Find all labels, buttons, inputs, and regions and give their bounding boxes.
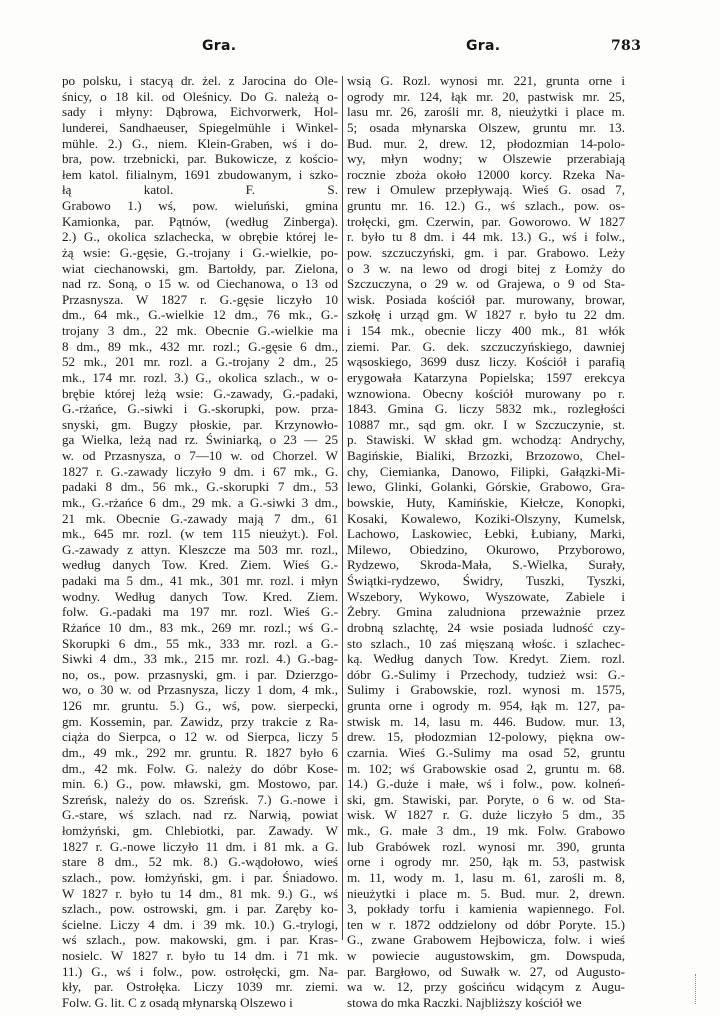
- text-line: G.-stare, wś szlach. nad rz. Narwią, powiat: [62, 807, 338, 823]
- text-line: G.-rżańce, G.-siwki i G.-skorupki, pow. prza-: [62, 401, 338, 417]
- page-number: 783: [611, 38, 642, 54]
- text-line: szlach., pow. łomżyński, gm. i par. Śniadowo.: [62, 869, 338, 885]
- text-line: G., zwane Grabowem Hejbowicza, folw. i wieś: [347, 932, 625, 948]
- text-line: grunta orne i ogrody m. 954, łąk m. 127, pa-: [347, 698, 625, 713]
- text-line: wodny. Według danych Tow. Kred. Ziem.: [62, 588, 338, 604]
- text-line: ogrody mr. 124, łąk mr. 20, pastwisk mr. 25,: [347, 88, 625, 104]
- text-line: mk., 645 mr. rozl. (w tem 115 nieużyt.). Fol.: [62, 526, 338, 542]
- text-line: 8 dm., 89 mk., 432 mr. rozl.; G.-gęsie 6 dm.,: [62, 338, 338, 354]
- text-line: r. było tu 8 dm. i 44 mk. 13.) G., wś i folw.,: [347, 229, 625, 245]
- text-line: Kamionka, par. Pątnów, (według Zinberga).: [62, 213, 338, 229]
- text-line: w powiecie augustowskim, gm. Dowspuda,: [347, 948, 625, 963]
- text-line: Milewo, Obiedzino, Okurowo, Przyborowo,: [347, 541, 625, 557]
- text-line: ga Wielka, leżą nad rz. Świniarką, o 23 — 25: [62, 432, 338, 448]
- text-line: Lachowo, Laskowiec, Łebki, Łubiany, Marki,: [347, 526, 625, 542]
- text-line: wa w. 12, przy gościńcu widącym z Augu-: [347, 979, 625, 995]
- text-line: szkołę i urząd gm. W 1827 r. było tu 22 dm.: [347, 307, 625, 323]
- text-line: dm., 64 mk., G.-wielkie 12 dm., 76 mk., G.-: [62, 307, 338, 323]
- text-line: chy, Ciemianka, Danowo, Filipki, Gałązki-Mi-: [347, 463, 625, 479]
- text-line: wo, o 30 w. od Przasnysza, liczy 1 dom, 4 mk.,: [62, 682, 338, 698]
- text-line: 2.) G., okolica szlachecka, w obrębie której le-: [62, 229, 338, 245]
- text-line: dóbr G.-Sulimy i Przechody, tudzież wsi: G.-: [347, 666, 625, 682]
- text-line: Szreńsk, należy do os. Szreńsk. 7.) G.-nowe i: [62, 791, 338, 807]
- text-line: Żebry. Gmina zaludniona przeważnie przez: [347, 604, 625, 620]
- text-line: par. Bargłowo, od Suwałk w. 27, od Augusto-: [347, 963, 625, 979]
- text-line: po polsku, i stacyą dr. żel. z Jarocina do Ole-: [62, 73, 338, 88]
- running-head-right: Gra.: [466, 38, 501, 54]
- text-line: kły, par. Ostrołęka. Liczy 1039 mr. ziemi.: [62, 979, 338, 995]
- text-line: bra, pow. trzebnicki, par. Bukowicze, z kościo-: [62, 151, 338, 167]
- text-line: orne i ogrody mr. 250, łąk m. 53, pastwisk: [347, 854, 625, 870]
- text-line: wiat ciechanowski, gm. Bartołdy, par. Zielona,: [62, 260, 338, 276]
- text-line: drobną szlachtę, 24 wsie posiada ludność czy-: [347, 619, 625, 635]
- text-line: Bagińskie, Bialiki, Brzozki, Brzozowo, Chel-: [347, 448, 625, 463]
- text-line: ziemi. Par. G. dek. szczuczyńskiego, dawniej: [347, 338, 625, 354]
- text-line: 1843. Gmina G. liczy 5832 mk., rozległości: [347, 401, 625, 417]
- text-line: rocznie zboża około 12000 korcy. Rzeka Na-: [347, 166, 625, 182]
- text-line: łem katol. filialnym, 1691 zbudowanym, i szko-: [62, 166, 338, 182]
- text-line: według danych Tow. Kred. Ziem. Wieś G.-: [62, 557, 338, 573]
- text-line: Folw. G. lit. C z osadą młynarską Olszewo i: [62, 994, 293, 1010]
- text-line: nosielc. W 1827 r. było tu 14 dm. i 71 mk.: [62, 948, 338, 963]
- text-line: nieużytki i place m. 5. Bud. mur. 2, drewn.: [347, 885, 625, 901]
- text-line: rew i Omulew przepływają. Wieś G. osad 7,: [347, 182, 625, 198]
- text-line: padaki 8 dm., 56 mk., G.-skorupki 7 dm., 53: [62, 479, 338, 495]
- text-line: wisk. Posiada kościół par. murowany, browar,: [347, 291, 625, 307]
- text-line: 1827 r. G.-nowe liczyło 11 dm. i 81 mk. a G.: [62, 838, 338, 854]
- text-line: wy, młyn wodny; w Olszewie przerabiają: [347, 151, 625, 167]
- text-line: Grabowo 1.) wś, pow. wieluński, gmina: [62, 198, 338, 213]
- text-line: Rydzewo, Skroda-Mała, S.-Wielka, Surały,: [347, 557, 625, 573]
- text-line: sto szlach., 10 zaś mięszaną włośc. i szlachec-: [347, 635, 625, 651]
- text-line: bowskie, Huty, Kamińskie, Kiełcze, Konopki,: [347, 494, 625, 510]
- text-line: Bud. mur. 2, drew. 12, płodozmian 14-polo-: [347, 135, 625, 151]
- text-line: śnicy, o 18 kil. od Oleśnicy. Do G. należą o-: [62, 88, 338, 104]
- text-line: m. 102; wś Grabowskie osad 2, gruntu m. 68.: [347, 760, 625, 776]
- margin-mark: [695, 974, 697, 1004]
- text-line: G.-zawady z attyn. Kleszcze ma 503 mr. rozl.,: [62, 541, 338, 557]
- text-line: trołęcki, gm. Czerwin, par. Goworowo. W 1827: [347, 213, 625, 229]
- text-line: lunderei, Sandhaeuser, Spiegelmühle i Winkel-: [62, 119, 338, 135]
- text-line: erygowała Katarzyna Popielska; 1597 erekcya: [347, 369, 625, 385]
- text-line: w. od Przasnysza, o 7—10 w. od Chorzel. W: [62, 448, 338, 463]
- text-line: gruntu mr. 16. 12.) G., wś szlach., pow. os-: [347, 198, 625, 213]
- text-line: 126 mr. gruntu. 5.) G., wś, pow. sierpecki,: [62, 698, 338, 713]
- text-line: Przasnysza. W 1827 r. G.-gęsie liczyło 10: [62, 291, 338, 307]
- text-line: ką. Według danych Tow. Kredyt. Ziem. rozl.: [347, 651, 625, 667]
- text-line: stwisk m. 14, lasu m. 446. Budow. mur. 13,: [347, 713, 625, 729]
- text-line: W 1827 r. było tu 14 dm., 81 mk. 9.) G., wś: [62, 885, 338, 901]
- text-line: czarnia. Wieś G.-Sulimy ma osad 52, gruntu: [347, 744, 625, 760]
- text-line: Wszebory, Wykowo, Wyszowate, Zabiele i: [347, 588, 625, 604]
- text-line: ścielne. Liczy 4 dm. i 39 mk. 10.) G.-trylogi,: [62, 916, 338, 932]
- text-line: drew. 15, płodozmian 12-polowy, piękna ow-: [347, 729, 625, 745]
- text-line: wisk. W 1827 r. G. duże liczyło 5 dm., 35: [347, 807, 625, 823]
- text-line: 14.) G.-duże i małe, wś i folw., pow. kolneń-: [347, 776, 625, 792]
- text-line: padaki ma 5 dm., 41 mk., 301 mr. rozl. i młyn: [62, 573, 338, 588]
- text-line: Świątki-rydzewo, Świdry, Tuszki, Tyszki,: [347, 573, 625, 588]
- text-line: m. 11, wody m. 1, lasu m. 61, zarośli m. 8,: [347, 869, 625, 885]
- text-line: szlach., pow. ostrowski, gm. i par. Zaręby ko-: [62, 901, 338, 917]
- text-line: 1827 r. G.-zawady liczyło 9 dm. i 67 mk., G.: [62, 463, 338, 479]
- text-line: 52 mk., 201 mr. rozl. a G.-trojany 2 dm., 25: [62, 354, 338, 370]
- text-line: min. 6.) G., pow. mławski, gm. Mostowo, par.: [62, 776, 338, 792]
- text-line: mühle. 2.) G., niem. Klein-Graben, wś i do-: [62, 135, 338, 151]
- text-line: ten w r. 1872 oddzielony od dóbr Poryte. 15.): [347, 916, 625, 932]
- text-line: i 154 mk., obecnie liczy 400 mk., 81 włók: [347, 323, 625, 338]
- text-line: stare 8 dm., 52 mk. 8.) G.-wądołowo, wieś: [62, 854, 338, 870]
- text-line: Skorupki 6 dm., 55 mk., 333 mr. rozl. a G.-: [62, 635, 338, 651]
- text-line: dm., 42 mk. Folw. G. należy do dóbr Kose-: [62, 760, 338, 776]
- text-line: Szczuczyna, o 29 w. od Grajewa, o 9 od Sta-: [347, 276, 625, 292]
- running-head-left: Gra.: [202, 38, 237, 54]
- text-line: 11.) G., wś i folw., pow. ostrołęcki, gm. Na-: [62, 963, 338, 979]
- text-line: lewo, Glinki, Golanki, Górskie, Grabowo, Gra-: [347, 479, 625, 495]
- text-line: no, os., pow. przasnyski, gm. i par. Dzierzgo-: [62, 666, 338, 682]
- text-line: żą wsie: G.-gęsie, G.-trojany i G.-wielkie, po-: [62, 244, 338, 260]
- text-line: p. Stawiski. W skład gm. wchodzą: Andrychy,: [347, 432, 625, 448]
- text-line: wś szlach., pow. makowski, gm. i par. Kras-: [62, 932, 338, 948]
- text-line: 21 mk. Obecnie G.-zawady mają 7 dm., 61: [62, 510, 338, 526]
- text-line: mk., G.-rżańce 6 dm., 29 mk. a G.-siwki 3 dm.,: [62, 494, 338, 510]
- text-line: nad rz. Soną, o 15 w. od Ciechanowa, o 13 od: [62, 276, 338, 292]
- text-line: snyski, gm. Bugzy płoskie, par. Krzynowło-: [62, 416, 338, 432]
- text-line: ski, gm. Stawiski, par. Poryte, o 6 w. od Sta-: [347, 791, 625, 807]
- text-line: trojany 3 dm., 22 mk. Obecnie G.-wielkie ma: [62, 323, 338, 338]
- text-line: mk., 174 mr. rozl. 3.) G., okolica szlach., w o-: [62, 369, 338, 385]
- text-line: wsią G. Rozl. wynosi mr. 221, grunta orne i: [347, 73, 625, 88]
- text-line: folw. G.-padaki ma 197 mr. rozl. Wieś G.-: [62, 604, 338, 620]
- text-line: mk., G. małe 3 dm., 19 mk. Folw. Grabowo: [347, 823, 625, 838]
- text-line: pow. szczuczyński, gm. i par. Grabowo. Leży: [347, 244, 625, 260]
- text-line: lub Grabówek rozl. wynosi mr. 390, grunta: [347, 838, 625, 854]
- text-line: stowa do mka Raczki. Najbliższy kościół we: [347, 994, 582, 1010]
- text-line: lasu mr. 26, zarośli mr. 8, nieużytki i place m.: [347, 104, 625, 120]
- text-line: wąsoskiego, 3699 dusz liczy. Kościół i parafią: [347, 354, 625, 370]
- text-line: Kosaki, Kowalewo, Koziki-Olszyny, Kumelsk,: [347, 510, 625, 526]
- left-text-column: [62, 73, 338, 1011]
- text-line: brębie której leżą wsie: G.-zawady, G.-padaki,: [62, 385, 338, 401]
- text-line: 3, pokłady torfu i kamienia wapiennego. Fol.: [347, 901, 625, 917]
- text-line: 5; osada młynarska Olszew, gruntu mr. 13.: [347, 119, 625, 135]
- text-line: łą katol. F. S.: [62, 182, 338, 198]
- text-line: Rżańce 10 dm., 83 mk., 269 mr. rozl.; wś G.-: [62, 619, 338, 635]
- text-line: dm., 49 mk., 292 mr. gruntu. R. 1827 było 6: [62, 744, 338, 760]
- right-text-column: [347, 73, 625, 1011]
- text-line: ciąża do Sierpca, o 12 w. od Sierpca, liczy 5: [62, 729, 338, 745]
- text-line: 10887 mr., sąd gm. okr. I w Szczuczynie, st.: [347, 416, 625, 432]
- text-line: sady i młyny: Dąbrowa, Eichvorwerk, Hol-: [62, 104, 338, 120]
- column-divider: [342, 76, 343, 940]
- text-line: łomżyński, gm. Chlebiotki, par. Zawady. W: [62, 823, 338, 838]
- text-line: wznowiona. Obecny kościół murowany po r.: [347, 385, 625, 401]
- text-line: o 3 w. na lewo od drogi bitej z Łomży do: [347, 260, 625, 276]
- text-line: Sulimy i Grabowskie, rozl. wynosi m. 1575,: [347, 682, 625, 698]
- text-line: Siwki 4 dm., 33 mk., 215 mr. rozl. 4.) G.-bag-: [62, 651, 338, 667]
- text-line: gm. Kossemin, par. Zawidz, przy trakcie z Ra-: [62, 713, 338, 729]
